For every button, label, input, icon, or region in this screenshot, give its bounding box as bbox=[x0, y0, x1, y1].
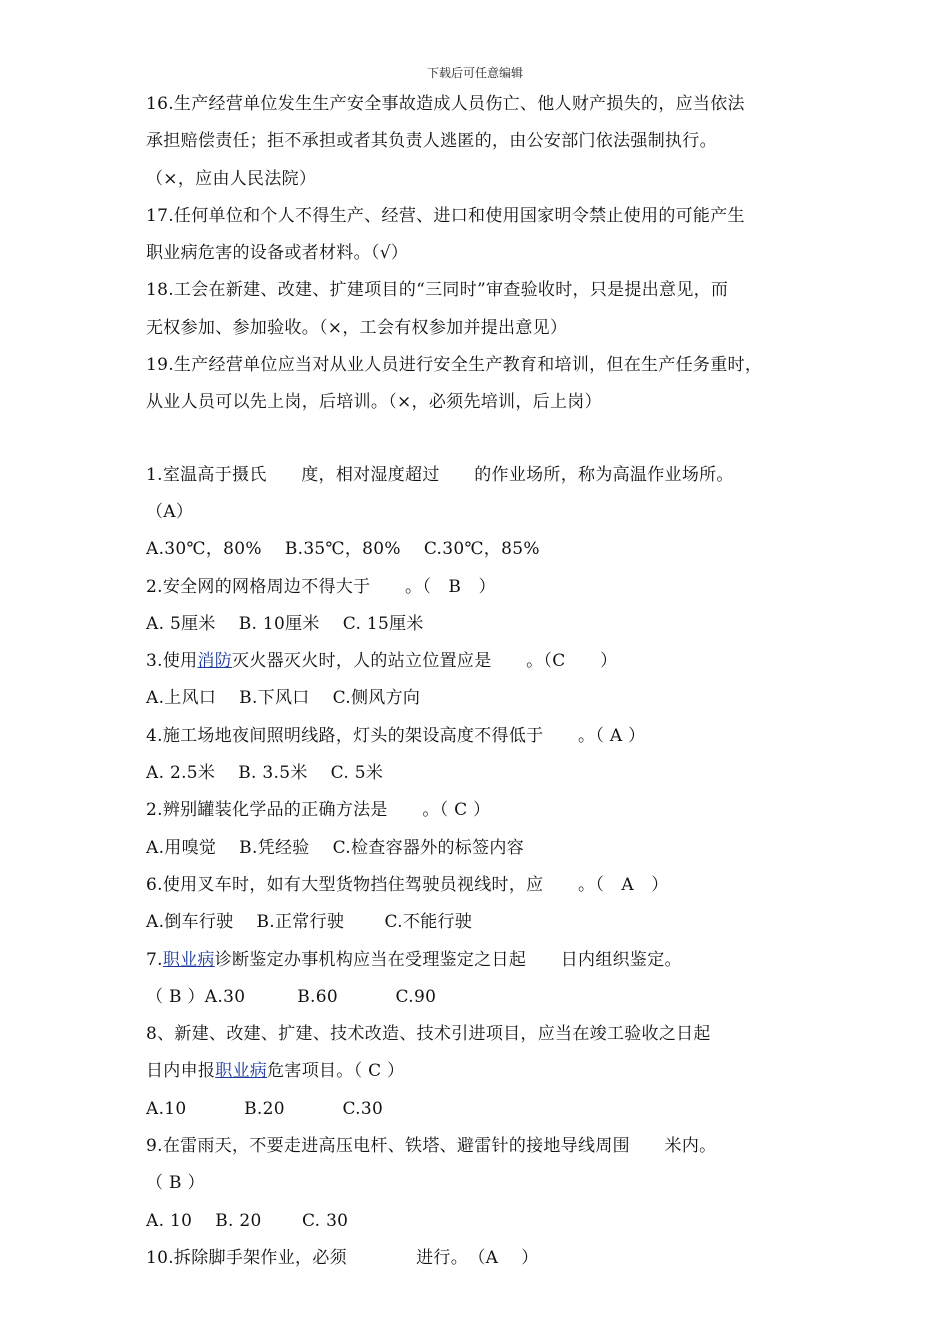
section-gap bbox=[146, 422, 846, 457]
text-line: 17.任何单位和个人不得生产、经营、进口和使用国家明令禁止使用的可能产生 bbox=[146, 205, 745, 226]
text-line: 4.施工场地夜间照明线路，灯头的架设高度不得低于 。（ A ） bbox=[146, 725, 646, 746]
text-line: A.上风口 B.下风口 C.侧风方向 bbox=[146, 688, 421, 709]
text-line: 6.使用叉车时，如有大型货物挡住驾驶员视线时，应 。（ A ） bbox=[146, 874, 669, 895]
link-keyword[interactable]: 消防 bbox=[197, 651, 233, 672]
link-keyword[interactable]: 职业病 bbox=[215, 1061, 268, 1082]
text-line: 无权参加、参加验收。（×，工会有权参加并提出意见） bbox=[146, 317, 568, 338]
text-line: 16.生产经营单位发生生产安全事故造成人员伤亡、他人财产损失的，应当依法 bbox=[146, 94, 745, 114]
judgment-questions bbox=[146, 86, 846, 422]
text-line: 19.生产经营单位应当对从业人员进行安全生产教育和培训，但在生产任务重时， bbox=[146, 355, 763, 376]
text-line: 18.工会在新建、改建、扩建项目的“三同时”审查验收时，只是提出意见，而 bbox=[146, 280, 729, 301]
page-header: 下载后可任意编辑 bbox=[426, 66, 523, 80]
choice-questions bbox=[146, 457, 846, 1278]
text-line: 承担赔偿责任；拒不承担或者其负责人逃匿的，由公安部门依法强制执行。 bbox=[146, 131, 717, 152]
text-line: 1.室温高于摄氏 度，相对湿度超过 的作业场所，称为高温作业场所。 bbox=[146, 464, 734, 485]
text-line: 2.辨别罐装化学品的正确方法是 。（ C ） bbox=[146, 800, 491, 821]
text-line: （A） bbox=[146, 501, 194, 522]
text-line: 日内申报职业病危害项目。（ C ） bbox=[146, 1061, 405, 1082]
text-line: （ B ）A.30 B.60 C.90 bbox=[146, 986, 437, 1007]
text-line: A. 5厘米 B. 10厘米 C. 15厘米 bbox=[146, 613, 424, 634]
text-line: A.用嗅觉 B.凭经验 C.检查容器外的标签内容 bbox=[146, 837, 524, 858]
text-line: （×，应由人民法院） bbox=[146, 168, 317, 189]
text-line: A.10 B.20 C.30 bbox=[146, 1098, 384, 1119]
document-body bbox=[146, 86, 846, 1277]
text-line: 9.在雷雨天，不要走进高压电杆、铁塔、避雷针的接地导线周围 米内。 bbox=[146, 1136, 717, 1157]
text-line: 8、新建、改建、扩建、技术改造、技术引进项目，应当在竣工验收之日起 bbox=[146, 1024, 711, 1045]
link-keyword[interactable]: 职业病 bbox=[162, 949, 215, 970]
text-line: 3.使用消防灭火器灭火时，人的站立位置应是 。（C ） bbox=[146, 651, 618, 672]
text-line: A. 2.5米 B. 3.5米 C. 5米 bbox=[146, 763, 384, 784]
text-line: A.30℃，80% B.35℃，80% C.30℃，85% bbox=[146, 539, 540, 560]
text-line: A.倒车行驶 B.正常行驶 C.不能行驶 bbox=[146, 912, 473, 933]
text-line: 2.安全网的网格周边不得大于 。（ B ） bbox=[146, 576, 496, 597]
text-line: 从业人员可以先上岗，后培训。（×，必须先培训，后上岗） bbox=[146, 392, 602, 413]
text-line: A. 10 B. 20 C. 30 bbox=[146, 1210, 349, 1231]
text-line: 10.拆除脚手架作业，必须 进行。 （A ） bbox=[146, 1247, 539, 1268]
text-line: 职业病危害的设备或者材料。（√） bbox=[146, 243, 409, 264]
text-line: 7.职业病诊断鉴定办事机构应当在受理鉴定之日起 日内组织鉴定。 bbox=[146, 949, 682, 970]
text-line: （ B ） bbox=[146, 1173, 205, 1194]
